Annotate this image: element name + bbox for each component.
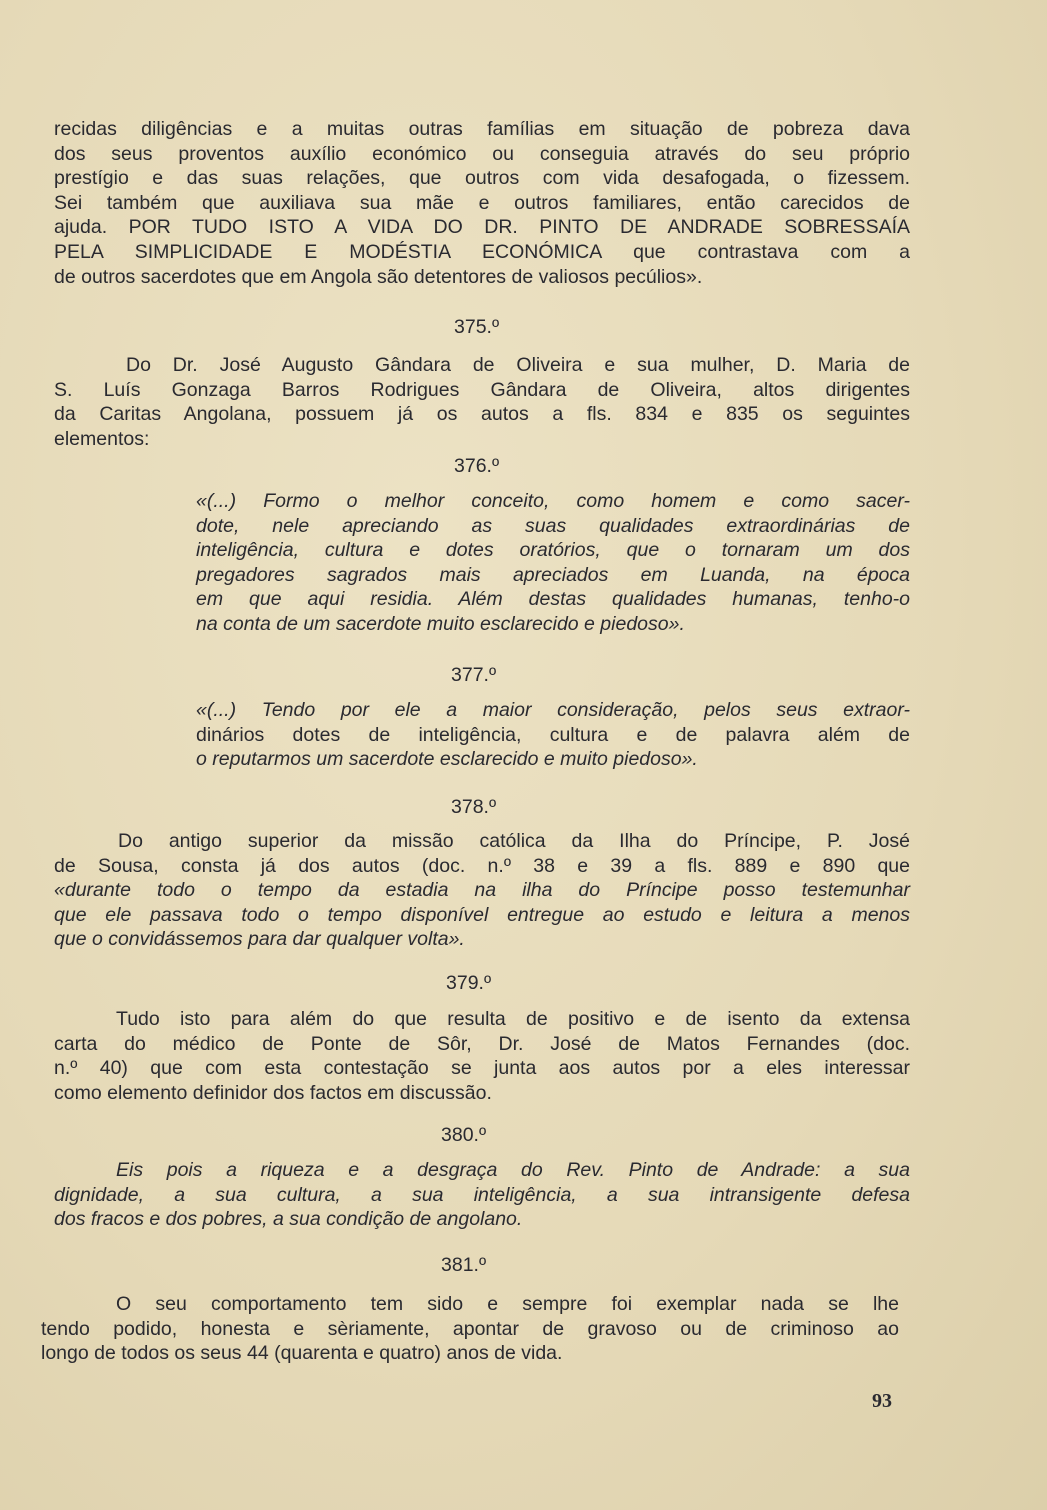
text-line: «(...) Tendo por ele a maior consideração, pelos seus extraor-	[196, 699, 910, 721]
text-line: «durante todo o tempo da estadia na ilha do Príncipe posso testemunhar	[54, 879, 910, 902]
text-line: PELA SIMPLICIDADE E MODÉSTIA ECONÓMICA que contrastava com a	[54, 240, 910, 263]
text-line: inteligência, cultura e dotes oratórios, que o tornaram um dos	[196, 539, 910, 562]
paragraph	[54, 829, 910, 952]
page-number: 93	[872, 1390, 892, 1412]
text-line: S. Luís Gonzaga Barros Rodrigues Gândara de Oliveira, altos dirigentes	[54, 378, 910, 401]
article-number: 376.º	[454, 455, 500, 477]
text-line: recidas diligências e a muitas outras famílias em situação de pobreza dava	[54, 118, 910, 140]
article-number: 381.º	[441, 1254, 487, 1276]
text-line: Do antigo superior da missão católica da Ilha do Príncipe, P. José	[118, 830, 910, 852]
text-line: da Caritas Angolana, possuem já os autos a fls. 834 e 835 os seguintes	[54, 403, 910, 426]
paragraph	[54, 1007, 910, 1105]
paragraph	[41, 1292, 899, 1366]
text-line: n.º 40) que com esta contestação se junta aos autos por a eles interessar	[54, 1057, 910, 1080]
text-line: como elemento definidor dos factos em discussão.	[54, 1081, 492, 1104]
text-line: Eis pois a riqueza e a desgraça do Rev. Pinto de Andrade: a sua	[116, 1159, 910, 1181]
text-line: carta do médico de Ponte de Sôr, Dr. José de Matos Fernandes (doc.	[54, 1032, 910, 1055]
text-line: que ele passava todo o tempo disponível entregue ao estudo e leitura a menos	[54, 903, 910, 926]
article-number: 379.º	[446, 972, 492, 994]
text-line: «(...) Formo o melhor conceito, como homem e como sacer-	[196, 490, 910, 512]
text-line: dignidade, a sua cultura, a sua inteligência, a sua intransigente defesa	[54, 1183, 910, 1206]
quote-paragraph	[196, 698, 910, 772]
text-line: na conta de um sacerdote muito esclarecido e piedoso».	[196, 612, 685, 635]
text-line: dos seus proventos auxílio económico ou conseguia através do seu próprio	[54, 142, 910, 165]
text-line: de Sousa, consta já dos autos (doc. n.º 38 e 39 a fls. 889 e 890 que	[54, 854, 910, 877]
text-line: Do Dr. José Augusto Gândara de Oliveira e sua mulher, D. Maria de	[126, 354, 910, 376]
text-line: em que aqui residia. Além destas qualidades humanas, tenho-o	[196, 588, 910, 611]
paragraph-continuation	[54, 117, 910, 289]
article-number: 380.º	[441, 1124, 487, 1146]
text-line: de outros sacerdotes que em Angola são detentores de valiosos pecúlios».	[54, 265, 703, 288]
text-line: longo de todos os seus 44 (quarenta e quatro) anos de vida.	[41, 1342, 563, 1365]
article-number: 377.º	[451, 664, 497, 686]
quote-paragraph	[196, 489, 910, 637]
article-number: 375.º	[454, 316, 500, 338]
text-line: elementos:	[54, 427, 150, 450]
text-line: Tudo isto para além do que resulta de positivo e de isento da extensa	[116, 1008, 910, 1030]
text-line: O seu comportamento tem sido e sempre foi exemplar nada se lhe	[116, 1293, 899, 1315]
paragraph	[54, 353, 910, 451]
paragraph	[54, 1158, 910, 1232]
text-line: Sei também que auxiliava sua mãe e outros familiares, então carecidos de	[54, 191, 910, 214]
text-line: dos fracos e dos pobres, a sua condição de angolano.	[54, 1208, 523, 1231]
text-line: dote, nele apreciando as suas qualidades extraordinárias de	[196, 514, 910, 537]
text-line: pregadores sagrados mais apreciados em Luanda, na época	[196, 563, 910, 586]
text-line: ajuda. POR TUDO ISTO A VIDA DO DR. PINTO DE ANDRADE SOBRESSAÍA	[54, 216, 910, 239]
text-line: prestígio e das suas relações, que outros com vida desafogada, o fizessem.	[54, 167, 910, 190]
article-number: 378.º	[451, 796, 497, 818]
text-line: o reputarmos um sacerdote esclarecido e muito piedoso».	[196, 748, 698, 771]
text-line: tendo podido, honesta e sèriamente, apontar de gravoso ou de criminoso ao	[41, 1317, 899, 1340]
text-line: que o convidássemos para dar qualquer volta».	[54, 928, 465, 951]
text-line: dinários dotes de inteligência, cultura e de palavra além de	[196, 723, 910, 746]
